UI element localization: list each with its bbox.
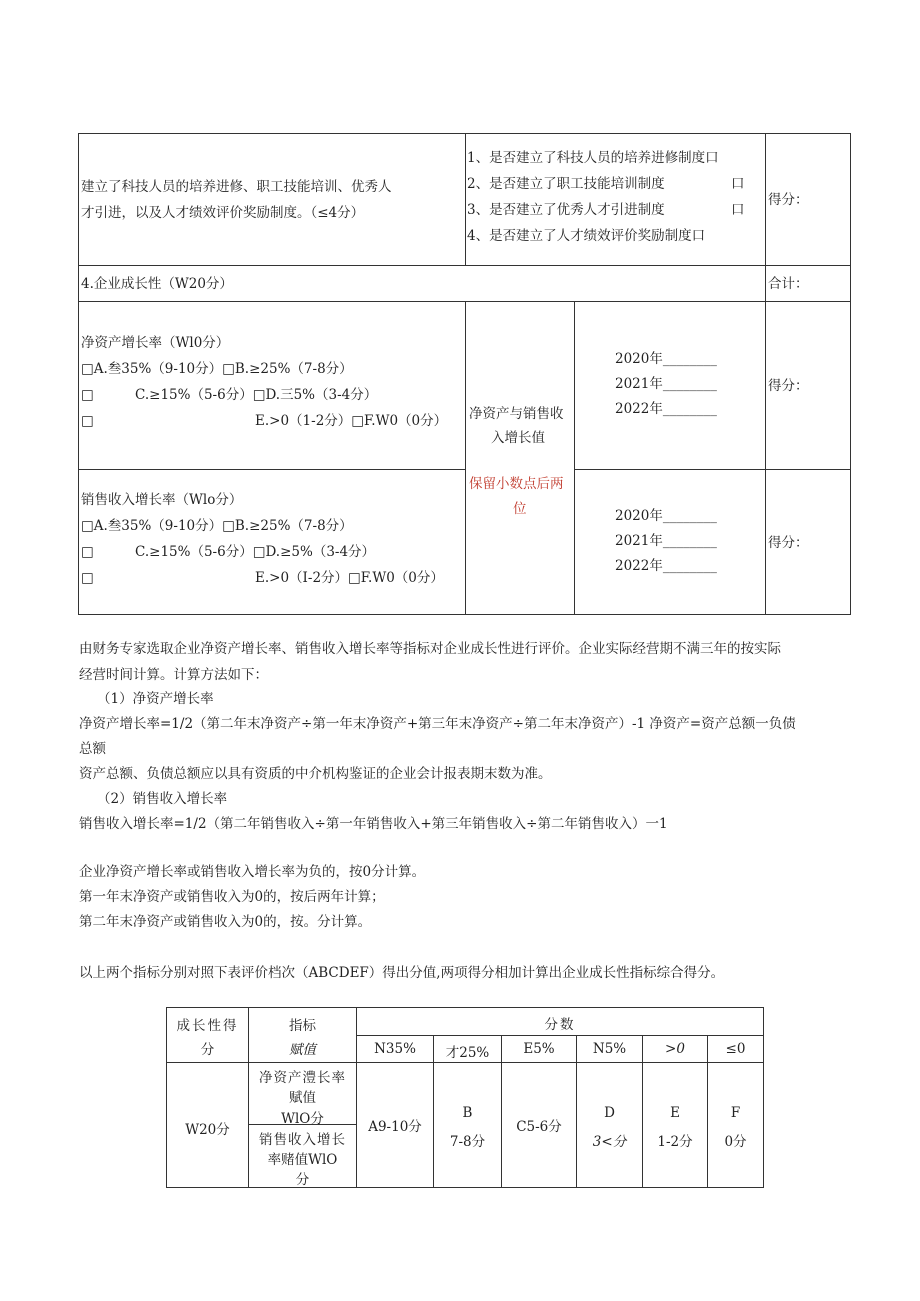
sales-options-1[interactable]: □A.叁35%（9-10分）□B.≥25%（7-8分） [81,518,353,534]
row-divider [167,1062,763,1063]
total-label: 合计： [768,276,809,292]
checkbox-icon[interactable]: □ [81,570,94,586]
grade-a: A9-10分 [368,1119,422,1135]
threshold: N35% [374,1041,416,1057]
paragraph: 经营时间计算。计算方法如下： [79,667,268,683]
score-label: 得分： [768,535,809,551]
grade-e: E [670,1105,680,1121]
formula: 销售收入增长率=1/2（第二年销售收入÷第一年销售收入+第三年销售收入÷第二年销售收入）一1 [79,816,668,832]
score-label: 得分： [768,192,809,208]
criterion-line-1: 建立了科技人员的培养进修、职工技能培训、优秀人 [81,179,392,195]
checklist-item-1[interactable]: 1、是否建立了科技人员的培养进修制度口 [467,150,719,166]
sales-options-3[interactable]: E.>0（I-2分）□F.W0（0分） [255,570,444,586]
net-asset-options-1[interactable]: □A.叁35%（9-10分）□B.≥25%（7-8分） [81,361,353,377]
checkbox-icon[interactable]: 口 [731,202,745,218]
grade-c: C5-6分 [516,1119,562,1135]
col-divider [465,301,466,614]
checkbox-icon[interactable]: □ [81,387,94,403]
checklist-item-4[interactable]: 4、是否建立了人才绩效评价奖励制度口 [467,228,706,244]
row-divider [79,265,850,266]
header-growth: 分 [200,1042,215,1058]
subheading: （1）净资产增长率 [97,691,214,707]
formula: 总额 [79,741,106,757]
paragraph: 资产总额、负债总额应以具有资质的中介机构鉴证的企业会计报表期末数为准。 [79,766,552,782]
col-divider [765,134,766,614]
index-net-asset: 净资产澧长率 [259,1070,346,1086]
section-title: 4.企业成长性（W20分） [81,276,233,292]
growth-value-label-2: 入增长值 [491,430,545,446]
decimal-note-1: 保留小数点后两 [469,476,564,492]
evaluation-table [78,133,851,615]
index-sales: 率赌值WlO [267,1152,338,1168]
paragraph: 由财务专家选取企业净资产增长率、销售收入增长率等指标对企业成长性进行评价。企业实际经营期不满三年的按实际 [79,641,781,657]
net-asset-options-2[interactable]: C.≥15%（5-6分）□D.三5%（3-4分） [135,387,378,403]
year-input-2021[interactable]: 2021年________ [615,376,717,392]
header-score: 分数 [544,1017,576,1033]
sales-title: 销售收入增长率（Wlo分） [81,492,243,508]
header-growth: 成长性得 [176,1018,239,1034]
subheading: （2）销售收入增长率 [97,791,228,807]
threshold: 才25% [445,1045,490,1061]
year-input-2021[interactable]: 2021年________ [615,533,717,549]
header-index: 赋值 [289,1042,316,1058]
col-divider [501,1035,502,1187]
col-divider [574,301,575,614]
index-net-asset: WlO分 [281,1111,324,1127]
threshold: N5% [592,1041,627,1057]
paragraph: 以上两个指标分别对照下表评价档次（ABCDEF）得出分值,两项得分相加计算出企业成长性指标综合得分。 [79,965,725,981]
year-input-2022[interactable]: 2022年________ [615,401,717,417]
grade-b: 7-8分 [449,1134,486,1150]
checkbox-icon[interactable]: □ [81,544,94,560]
header-index: 指标 [289,1018,316,1034]
grade-f: F [730,1105,741,1121]
checklist-item-3[interactable]: 3、是否建立了优秀人才引进制度 [467,202,665,218]
row-divider [79,469,466,470]
growth-value: W20分 [185,1122,230,1138]
formula: 净资产增长率=1/2（第二年末净资产÷第一年末净资产+第三年末净资产÷第二年末净资产）-1 净资产=资产总额一负债 [79,716,796,732]
net-asset-title: 净资产增长率（Wl0分） [81,335,230,351]
year-input-2022[interactable]: 2022年________ [615,558,717,574]
grade-d: 3<分 [592,1134,627,1150]
checkbox-icon[interactable]: 口 [731,176,745,192]
grade-d: D [604,1105,615,1121]
decimal-note-2: 位 [513,501,527,517]
criterion-line-2: 才引进，以及人才绩效评价奖励制度。（≤4分） [81,205,365,221]
year-input-2020[interactable]: 2020年________ [615,351,717,367]
score-table [166,1007,764,1188]
rule: 第二年末净资产或销售收入为0的，按。分计算。 [79,914,372,930]
threshold: E5% [523,1041,555,1057]
col-divider [465,134,466,265]
rule: 企业净资产增长率或销售收入增长率为负的，按0分计算。 [79,864,426,880]
year-input-2020[interactable]: 2020年________ [615,508,717,524]
grade-e: 1-2分 [657,1134,693,1150]
row-divider [357,1035,763,1036]
growth-value-label-1: 净资产与销售收 [469,406,564,422]
sales-options-2[interactable]: C.≥15%（5-6分）□D.≥5%（3-4分） [135,544,376,560]
grade-b: B [462,1105,473,1121]
threshold: >0 [665,1041,685,1057]
index-net-asset: 赋值 [289,1090,316,1106]
net-asset-options-3[interactable]: E.>0（1-2分）□F.W0（0分） [255,413,448,429]
rule: 第一年末净资产或销售收入为0的，按后两年计算； [79,889,385,905]
checklist-item-2[interactable]: 2、是否建立了职工技能培训制度 [467,176,665,192]
index-sales: 分 [295,1172,310,1188]
row-divider [575,469,850,470]
threshold: ≤0 [725,1041,746,1057]
index-sales: 销售收入增长 [259,1132,346,1148]
score-label: 得分： [768,378,809,394]
checkbox-icon[interactable]: □ [81,413,94,429]
grade-f: 0分 [724,1134,747,1150]
